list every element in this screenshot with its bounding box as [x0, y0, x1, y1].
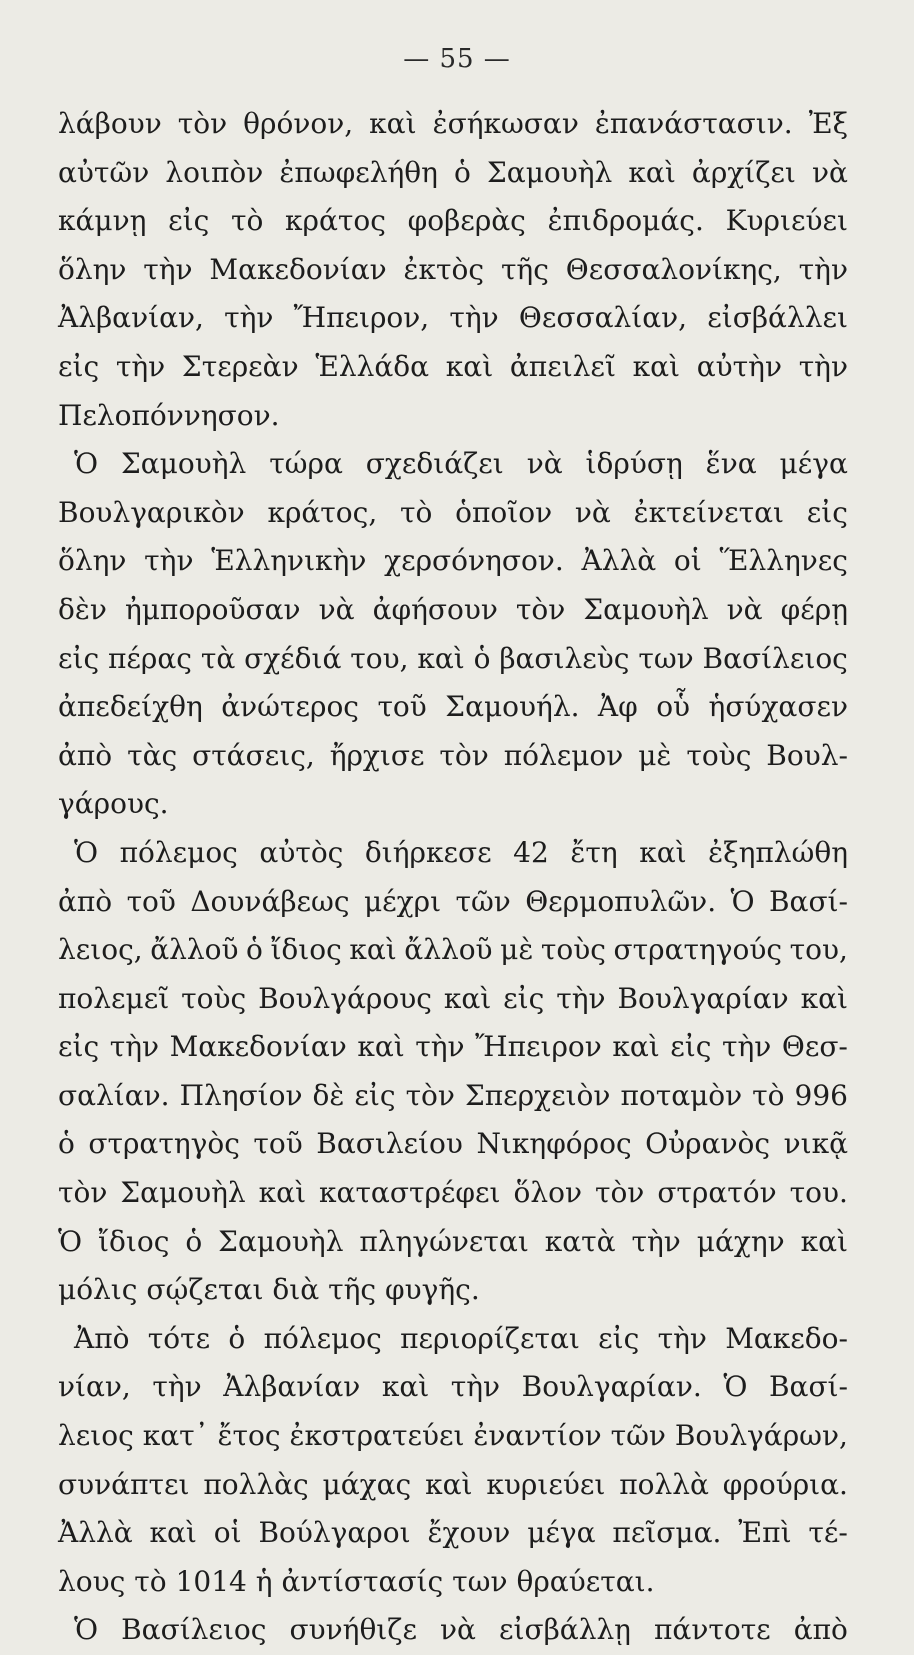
word: διήρκεσε	[364, 835, 492, 869]
text-line	[58, 100, 848, 149]
word: θραύεται.	[516, 1564, 655, 1598]
text-line	[58, 926, 848, 975]
word: Μακεδο-	[725, 1321, 848, 1355]
word: τότε	[147, 1321, 211, 1355]
text-line	[58, 1023, 848, 1072]
page-number: — 55 —	[403, 44, 511, 74]
word: Βουλγαρίαν	[617, 981, 789, 1015]
word: ἄλλοῦ	[404, 933, 493, 967]
word: τὰς	[127, 738, 178, 772]
word: Ἐξ	[808, 107, 848, 140]
word: τὴν	[224, 301, 274, 335]
word: ἀπειλεῖ	[509, 349, 616, 383]
word: τοῦ	[126, 884, 176, 918]
word: τὸ	[134, 1564, 167, 1598]
word: καὶ	[149, 1516, 197, 1550]
word: τοὺς	[540, 933, 606, 967]
word: τὸν	[439, 738, 489, 772]
word: ἀρχίζει	[691, 155, 796, 189]
word: εἰς	[58, 349, 100, 383]
word: τῶν	[455, 884, 511, 918]
word: των	[452, 1564, 508, 1598]
word: Ἀπὸ	[74, 1321, 130, 1355]
word: Ἤπειρον,	[293, 301, 430, 335]
word: πολεμεῖ	[58, 981, 170, 1015]
word: ἕνα	[705, 447, 757, 481]
word: πόλεμον	[503, 738, 624, 772]
word: Ὁ	[74, 1613, 99, 1647]
word: τὴν	[115, 349, 166, 383]
word: Πλησίον	[179, 1078, 303, 1112]
word: αὐτὴν	[696, 349, 782, 383]
word: μὲ	[500, 933, 534, 967]
word: του,	[789, 933, 848, 967]
word: Βασί-	[768, 1370, 848, 1404]
word: Βουλγάρων,	[674, 1419, 848, 1453]
text-line	[58, 537, 848, 586]
text-line	[58, 489, 848, 538]
word: τὸ	[230, 204, 264, 238]
word: καὶ	[632, 349, 681, 383]
word: ὁ	[246, 933, 263, 967]
word: νὰ	[574, 495, 611, 529]
word: διὰ	[272, 1273, 320, 1307]
text-line	[58, 1509, 848, 1558]
word: νὰ	[318, 592, 355, 626]
word: κατὰ	[544, 1224, 616, 1258]
word: Σαμουήλ.	[445, 690, 580, 724]
word: Βουλγάρους	[258, 981, 432, 1015]
word: ἀντίστασίς	[281, 1564, 444, 1598]
text-line	[58, 975, 848, 1024]
word: Ἑλληνικὴν	[211, 544, 367, 578]
text-line	[58, 440, 848, 489]
word: λάβουν	[58, 107, 162, 140]
word: ἐξηπλώθη	[708, 835, 848, 869]
word: Ἀλβανίαν,	[58, 301, 204, 335]
word: τὸν	[177, 107, 228, 140]
word: κράτος,	[267, 495, 378, 529]
word: τοὺς	[686, 738, 752, 772]
word: καταστρέφει	[319, 1176, 501, 1210]
word: ἐκστρατεύει	[289, 1419, 465, 1453]
word: ἐπανάστασιν.	[594, 107, 793, 140]
word: καὶ	[258, 1176, 307, 1210]
word: ἐκτείνεται	[633, 495, 784, 529]
word: τὴν	[798, 252, 848, 286]
word: ὅλον	[513, 1176, 582, 1210]
word: καὶ	[445, 349, 494, 383]
word: νὰ	[726, 592, 763, 626]
word: καὶ	[612, 1030, 660, 1064]
word: Ὁ	[58, 1224, 83, 1258]
word: βασιλεὺς	[499, 641, 630, 675]
word: εἰσβάλλει	[707, 301, 848, 335]
word: ἔτος	[217, 1419, 281, 1453]
word: ὁποῖον	[455, 495, 553, 529]
word: φοβερὰς	[407, 204, 526, 238]
word: Σαμουὴλ	[486, 155, 613, 189]
word: 42	[513, 835, 549, 869]
word: ἐπιδρομάς.	[547, 204, 704, 238]
word: εἰς	[58, 1030, 100, 1064]
word: λειος,	[58, 933, 143, 967]
word: πόλεμος	[119, 835, 238, 869]
word: τοῦ	[253, 1127, 303, 1161]
word: Ὁ	[74, 835, 99, 869]
word: ἴδιος	[98, 1224, 170, 1258]
word: καὶ	[800, 981, 848, 1015]
word: λους	[58, 1564, 126, 1598]
word: των	[638, 641, 694, 675]
word: εἰς	[503, 981, 545, 1015]
word: ἐσήκωσαν	[432, 107, 579, 140]
word: πολλὰς	[203, 1467, 309, 1501]
text-line	[58, 1266, 848, 1315]
word: τὴν	[631, 1224, 681, 1258]
text-line	[58, 1461, 848, 1510]
word: καὶ	[628, 155, 676, 189]
text-line	[58, 1072, 848, 1121]
word: τὴν	[449, 301, 499, 335]
text-line	[58, 1218, 848, 1267]
word: τώρα	[269, 447, 343, 481]
word: ὁ	[58, 1127, 75, 1161]
word: τὰ	[200, 641, 236, 675]
text-line	[58, 1558, 848, 1607]
word: ἄλλοῦ	[150, 933, 239, 967]
word: τὴν	[450, 1370, 501, 1404]
word: φυγῆς.	[385, 1273, 480, 1307]
word: Ὁ	[723, 1370, 748, 1404]
body-text	[58, 100, 848, 1655]
word: λειος	[58, 1419, 134, 1453]
word: πεῖσμα.	[612, 1516, 722, 1550]
word: Βουλγαρίαν.	[521, 1370, 702, 1404]
word: Πελοπόννησον.	[58, 398, 280, 432]
word: Θερμοπυλῶν.	[525, 884, 717, 918]
word: μέχρι	[363, 884, 442, 918]
word: καὶ	[443, 981, 492, 1015]
word: Ἀφ	[597, 690, 638, 724]
word: καὶ	[800, 1224, 848, 1258]
word: Σπερχειὸν	[464, 1078, 611, 1112]
word: Θεσ-	[781, 1030, 848, 1064]
word: εἰς	[670, 1030, 712, 1064]
word: ἐκτὸς	[403, 252, 485, 286]
text-line	[58, 829, 848, 878]
text-line	[58, 392, 848, 441]
word: τὴν	[722, 1030, 772, 1064]
word: πολλὰ	[619, 1467, 709, 1501]
word: ἡ	[255, 1564, 273, 1598]
word: ἀφήσουν	[372, 592, 498, 626]
word: εἰς	[598, 1321, 640, 1355]
word: οἱ	[213, 1516, 242, 1550]
word: μὲ	[638, 738, 672, 772]
word: ἴδιος	[270, 933, 342, 967]
word: τὸν	[58, 1176, 108, 1210]
word: τὴν	[657, 1321, 707, 1355]
word: Ἤπειρον	[475, 1030, 602, 1064]
word: μάχην	[696, 1224, 785, 1258]
word: ἀπὸ	[58, 884, 113, 918]
word: τὸ	[400, 495, 433, 529]
text-line	[58, 197, 848, 246]
word: καὶ	[381, 1370, 430, 1404]
word: οἱ	[673, 544, 702, 578]
word: τὸ	[752, 1078, 785, 1112]
word: λοιπὸν	[165, 155, 264, 189]
word: ἱδρύσῃ	[585, 447, 683, 481]
word: Δουνάβεως	[190, 884, 350, 918]
word: νὰ	[812, 155, 848, 189]
word: Βουλ-	[766, 738, 848, 772]
word: εἰς	[58, 641, 100, 675]
word: 1014	[175, 1564, 247, 1598]
text-line	[58, 1315, 848, 1364]
word: Σαμουὴλ	[583, 592, 709, 626]
word: στάσεις,	[192, 738, 315, 772]
word: νὰ	[526, 447, 563, 481]
word: φρούρια.	[722, 1467, 848, 1501]
word: χερσόνησον.	[384, 544, 564, 578]
word: πόλεμος	[263, 1321, 382, 1355]
word: Βασί-	[768, 884, 848, 918]
word: ὁ	[473, 641, 491, 675]
word: τὴν	[144, 544, 194, 578]
word: ὁ	[454, 155, 471, 189]
word: Οὐρανὸς	[645, 1127, 771, 1161]
word: τὴν	[556, 981, 606, 1015]
word: ἔτη	[570, 835, 618, 869]
word: καὶ	[349, 933, 397, 967]
text-line	[58, 586, 848, 635]
word: ἀπὸ	[793, 1613, 848, 1647]
word: Σαμουὴλ	[120, 447, 247, 481]
word: τῆς	[500, 252, 549, 286]
word: καὶ	[639, 835, 687, 869]
word: Στερεὰν	[181, 349, 299, 383]
text-line	[58, 1363, 848, 1412]
text-line	[58, 1412, 848, 1461]
word: ὅλην	[58, 544, 127, 578]
word: ὁ	[228, 1321, 246, 1355]
word: τὸν	[405, 1078, 455, 1112]
text-line	[58, 149, 848, 198]
word: πληγώνεται	[359, 1224, 529, 1258]
word: οὗ	[656, 690, 691, 724]
word: καὶ	[357, 1030, 405, 1064]
word: Ὁ	[730, 884, 755, 918]
word: μέγα	[779, 447, 848, 481]
word: τοὺς	[181, 981, 247, 1015]
word: αὐτὸς	[259, 835, 344, 869]
text-line	[58, 878, 848, 927]
word: ἐναντίον	[473, 1419, 602, 1453]
word: θρόνον,	[243, 107, 354, 140]
text-line	[58, 1169, 848, 1218]
word: κράτος	[285, 204, 386, 238]
word: Σαμουὴλ	[120, 1176, 246, 1210]
text-line	[58, 635, 848, 684]
word: τὴν	[798, 349, 848, 383]
word: στρατόν	[657, 1176, 777, 1210]
word: Ἐπὶ	[738, 1516, 792, 1550]
word: 996	[794, 1078, 848, 1112]
word: αὐτῶν	[58, 155, 150, 189]
word: νίαν,	[58, 1370, 131, 1404]
word: σαλίαν.	[58, 1078, 170, 1112]
word: Ἑλλάδα	[315, 349, 430, 383]
word: τὸν	[594, 1176, 645, 1210]
word: τέ-	[808, 1516, 848, 1550]
word: ἠμποροῦσαν	[124, 592, 301, 626]
word: ἐπωφελήθη	[279, 155, 438, 189]
word: ἀνώτερος	[221, 690, 359, 724]
word: νὰ	[440, 1613, 476, 1647]
word: Νικηφόρος	[476, 1127, 632, 1161]
word: καὶ	[417, 641, 465, 675]
word: Μακεδονίαν	[169, 1030, 347, 1064]
text-line	[58, 780, 848, 829]
word: σχεδιάζει	[365, 447, 504, 481]
text-line	[58, 732, 848, 781]
text-line	[58, 683, 848, 732]
word: Σαμουὴλ	[218, 1224, 344, 1258]
word: Βασίλειος	[121, 1613, 267, 1647]
word: τῆς	[328, 1273, 377, 1307]
word: κατ᾽	[142, 1419, 209, 1453]
word: περιορίζεται	[400, 1321, 580, 1355]
word: τῶν	[610, 1419, 666, 1453]
word: φέρῃ	[780, 592, 848, 626]
word: Ἀλλὰ	[58, 1516, 133, 1550]
word: εἰς	[806, 495, 848, 529]
word: τὴν	[109, 1030, 160, 1064]
word: δὲν	[58, 592, 107, 626]
word: Κυριεύει	[725, 204, 848, 238]
word: κάμνῃ	[58, 204, 147, 238]
word: Βούλγαροι	[258, 1516, 411, 1550]
word: ἀπὸ	[58, 738, 113, 772]
word: ὁ	[185, 1224, 203, 1258]
word: Ἀλβανίαν	[223, 1370, 361, 1404]
word: Ἀλλὰ	[581, 544, 657, 578]
text-line	[58, 246, 848, 295]
word: τὴν	[152, 1370, 202, 1404]
word: κυριεύει	[486, 1467, 606, 1501]
word: Θεσσαλονίκης,	[565, 252, 782, 286]
word: ποταμὸν	[620, 1078, 743, 1112]
word: Βουλγαρικὸν	[58, 495, 245, 529]
word: τὴν	[415, 1030, 465, 1064]
word: συνάπτει	[58, 1467, 190, 1501]
word: καὶ	[369, 107, 417, 140]
word: σῴζεται	[146, 1273, 264, 1307]
text-line	[58, 343, 848, 392]
text-line	[58, 294, 848, 343]
word: τὴν	[143, 252, 193, 286]
word: τοῦ	[377, 690, 427, 724]
word: εἰσβάλλῃ	[499, 1613, 631, 1647]
word: ἔχουν	[427, 1516, 511, 1550]
word: καὶ	[425, 1467, 473, 1501]
word: Ἕλληνες	[719, 544, 848, 578]
word: πέρας	[108, 641, 192, 675]
word: εἰς	[354, 1078, 396, 1112]
word: ἡσύχασεν	[708, 690, 848, 724]
word: του,	[350, 641, 409, 675]
word: στρατηγούς	[613, 933, 783, 967]
word: πάντοτε	[654, 1613, 771, 1647]
word: μόλις	[58, 1273, 138, 1307]
word: νικᾷ	[783, 1127, 848, 1161]
word: ὅλην	[58, 252, 127, 286]
word: Βασίλειος	[702, 641, 848, 675]
word: ἤρχισε	[329, 738, 425, 772]
word: συνήθιζε	[289, 1613, 417, 1647]
word: Ὁ	[74, 447, 99, 481]
word: Βασιλείου	[316, 1127, 463, 1161]
word: τὸν	[515, 592, 566, 626]
word: μάχας	[322, 1467, 412, 1501]
word: εἰς	[168, 204, 210, 238]
text-line	[58, 1120, 848, 1169]
word: Μακεδονίαν	[209, 252, 387, 286]
word: ἀπεδείχθη	[58, 690, 203, 724]
word: σχέδιά	[244, 641, 342, 675]
word: δὲ	[312, 1078, 345, 1112]
word: Θεσσαλίαν,	[518, 301, 688, 335]
word: στρατηγὸς	[88, 1127, 240, 1161]
word: του.	[789, 1176, 848, 1210]
word: μέγα	[527, 1516, 596, 1550]
word: γάρους.	[58, 787, 169, 821]
text-line	[58, 1606, 848, 1655]
